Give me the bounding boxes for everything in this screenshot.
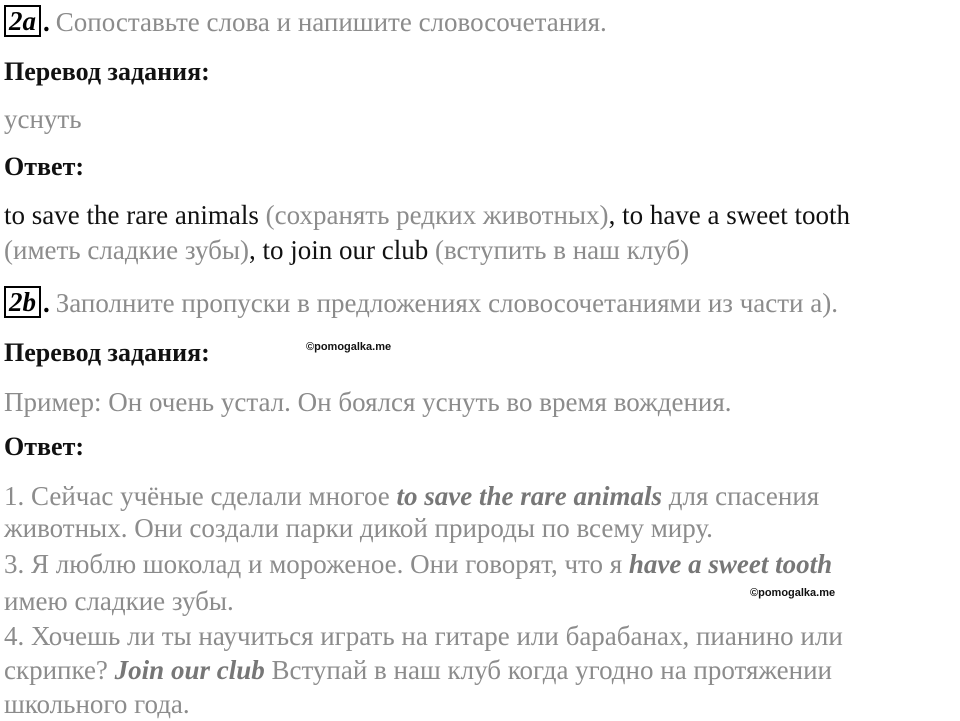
- task-b-sentence-1-pre: 1. Сейчас учёные сделали многое: [4, 481, 397, 511]
- task-b-sentence-1-line-1: [4, 480, 819, 512]
- task-b-sentence-1-post: для спасения: [662, 481, 820, 511]
- task-a-answer-line-1: [4, 199, 850, 231]
- task-a-translation-text: уснуть: [4, 104, 82, 134]
- task-a-answer-ru-1: (сохранять редких животных): [258, 200, 609, 230]
- task-b-instruction: Заполните пропуски в предложениях словосочетаниями из части a).: [55, 288, 838, 318]
- task-b-sentence-1-line-2: животных. Они создали парки дикой природы по всему миру.: [4, 513, 713, 543]
- task-a-dot: .: [43, 7, 50, 37]
- watermark-top: ©pomogalka.me: [306, 341, 392, 353]
- task-a-answer-line-2: [4, 234, 689, 266]
- task-a-answer-en-2: to have a sweet tooth: [622, 200, 850, 230]
- task-b-translation-text: Пример: Он очень устал. Он боялся уснуть во время вождения.: [4, 387, 732, 417]
- watermark-bottom: ©pomogalka.me: [750, 587, 836, 599]
- task-a-answer-en-3: to join our club: [262, 235, 429, 265]
- task-b-sentence-3-line-2: имею сладкие зубы.: [4, 586, 234, 616]
- task-b-sentence-4-line-1: 4. Хочешь ли ты научиться играть на гитаре или барабанах, пианино или: [4, 621, 843, 651]
- task-b-sentence-4-phrase: Join our club: [114, 655, 265, 685]
- task-a-answer-en-1: to save the rare animals: [4, 200, 259, 230]
- page: [4, 0, 958, 721]
- task-a-answer-sep-2: ,: [248, 235, 263, 265]
- task-b-number: 2b: [9, 287, 36, 317]
- task-b-sentence-4-post: Вступай в наш клуб когда угодно на протяжении: [264, 655, 833, 685]
- task-b-sentence-1-phrase: to save the rare animals: [396, 481, 663, 511]
- task-a-translation-heading: Перевод задания:: [4, 57, 210, 86]
- task-a-answer-sep-1: ,: [608, 200, 623, 230]
- task-b-dot: .: [43, 288, 50, 318]
- task-b-sentence-4-line-3: школьного года.: [4, 689, 190, 719]
- task-a-number: 2a: [9, 6, 36, 36]
- task-a-answer-ru-2: (иметь сладкие зубы): [4, 235, 249, 265]
- task-b-sentence-4-pre: скрипке?: [4, 655, 115, 685]
- task-a-answer-heading: Ответ:: [4, 152, 85, 181]
- task-a-answer-ru-3: (вступить в наш клуб): [428, 235, 690, 265]
- task-a-instruction-line: [4, 5, 607, 38]
- task-a-instruction: Сопоставьте слова и напишите словосочетания.: [55, 7, 607, 37]
- task-b-translation-heading: Перевод задания:: [4, 338, 210, 367]
- task-a-number-box: [4, 5, 41, 37]
- task-b-instruction-line: [4, 286, 838, 319]
- task-b-sentence-4-line-2: [4, 654, 832, 686]
- task-b-sentence-3-phrase: have a sweet tooth: [628, 549, 833, 579]
- task-b-sentence-3-line-1: [4, 548, 832, 580]
- task-b-answer-heading: Ответ:: [4, 432, 85, 461]
- task-b-sentence-3-pre: 3. Я люблю шоколад и мороженое. Они говорят, что я: [4, 549, 629, 579]
- task-b-number-box: [4, 286, 41, 318]
